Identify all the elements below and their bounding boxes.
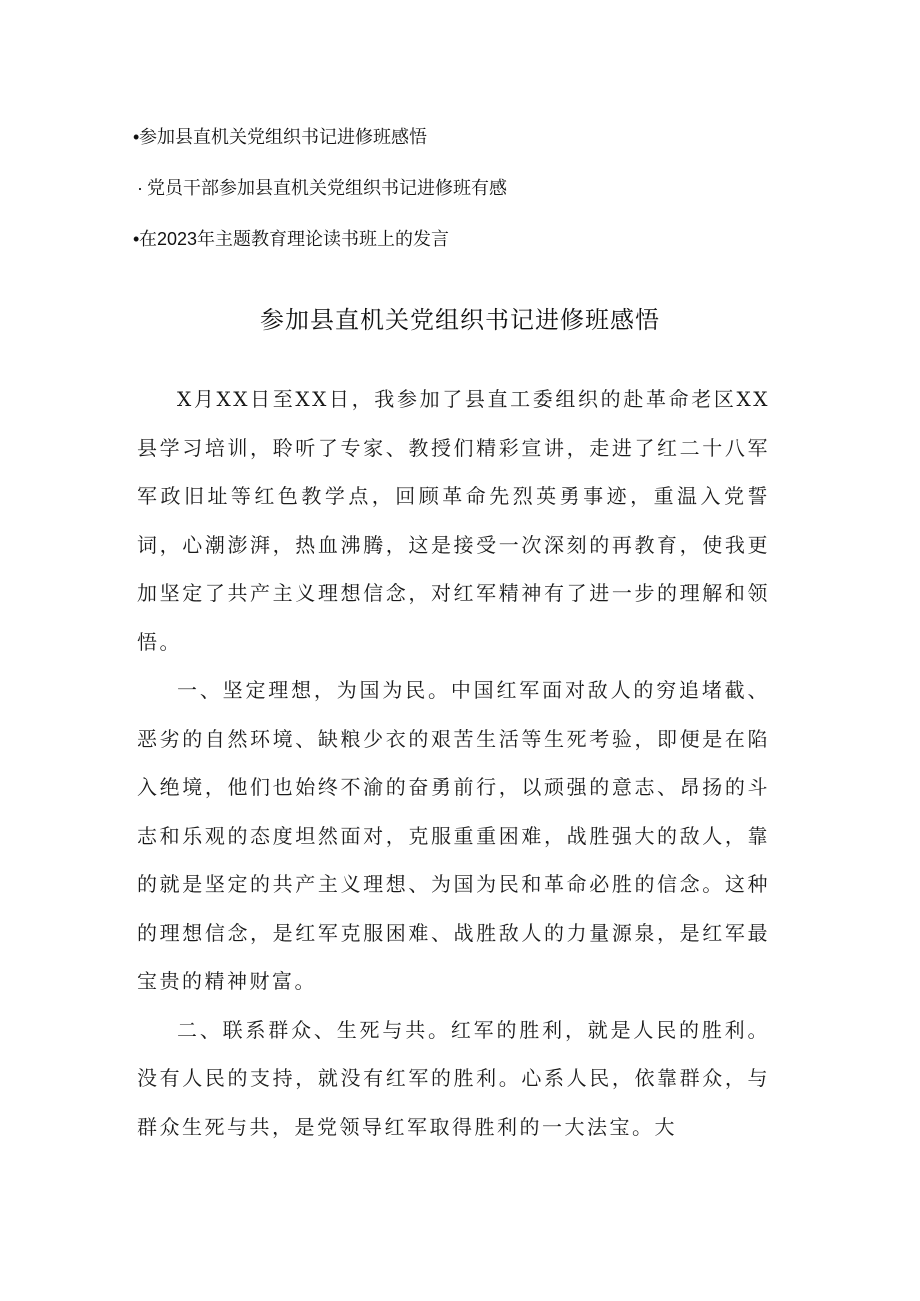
bullet-icon: · bbox=[137, 178, 143, 198]
toc-item-label: 参加县直机关党组织书记进修班感悟 bbox=[139, 127, 427, 147]
table-of-contents bbox=[133, 122, 833, 275]
bullet-icon: • bbox=[133, 127, 140, 147]
document-body bbox=[137, 375, 770, 1151]
toc-item-1[interactable] bbox=[133, 122, 833, 152]
document-title: 参加县直机关党组织书记进修班感悟 bbox=[260, 307, 660, 334]
toc-item-3[interactable] bbox=[133, 224, 833, 254]
toc-item-label: 在2023年主题教育理论读书班上的发言 bbox=[139, 229, 450, 249]
toc-item-label: 党员干部参加县直机关党组织书记进修班有感 bbox=[147, 178, 507, 198]
paragraph-section-2: 二、联系群众、生死与共。红军的胜利，就是人民的胜利。没有人民的支持，就没有红军的胜利。心系人民，依靠群众，与群众生死与共，是党领导红军取得胜利的一大法宝。大 bbox=[137, 1017, 770, 1139]
paragraph-intro: X月XX日至XX日，我参加了县直工委组织的赴革命老区XX县学习培训，聆听了专家、教授们精彩宣讲，走进了红二十八军军政旧址等红色教学点，回顾革命先烈英勇事迹，重温入党誓词，心潮澎湃，热血沸腾，这是接受一次深刻的再教育，使我更加坚定了共产主义理想信念，对红军精神有了进一步的理解和领悟。 bbox=[137, 387, 770, 654]
bullet-icon: • bbox=[133, 229, 140, 249]
toc-item-2[interactable] bbox=[133, 173, 833, 203]
paragraph-section-1: 一、坚定理想，为国为民。中国红军面对敌人的穷追堵截、恶劣的自然环境、缺粮少衣的艰苦生活等生死考验，即便是在陷入绝境，他们也始终不渝的奋勇前行，以顽强的意志、昂扬的斗志和乐观的态度坦然面对，克服重重困难，战胜强大的敌人，靠的就是坚定的共产主义理想、为国为民和革命必胜的信念。这种的理想信念，是红军克服困难、战胜敌人的力量源泉，是红军最宝贵的精神财富。 bbox=[137, 678, 770, 993]
